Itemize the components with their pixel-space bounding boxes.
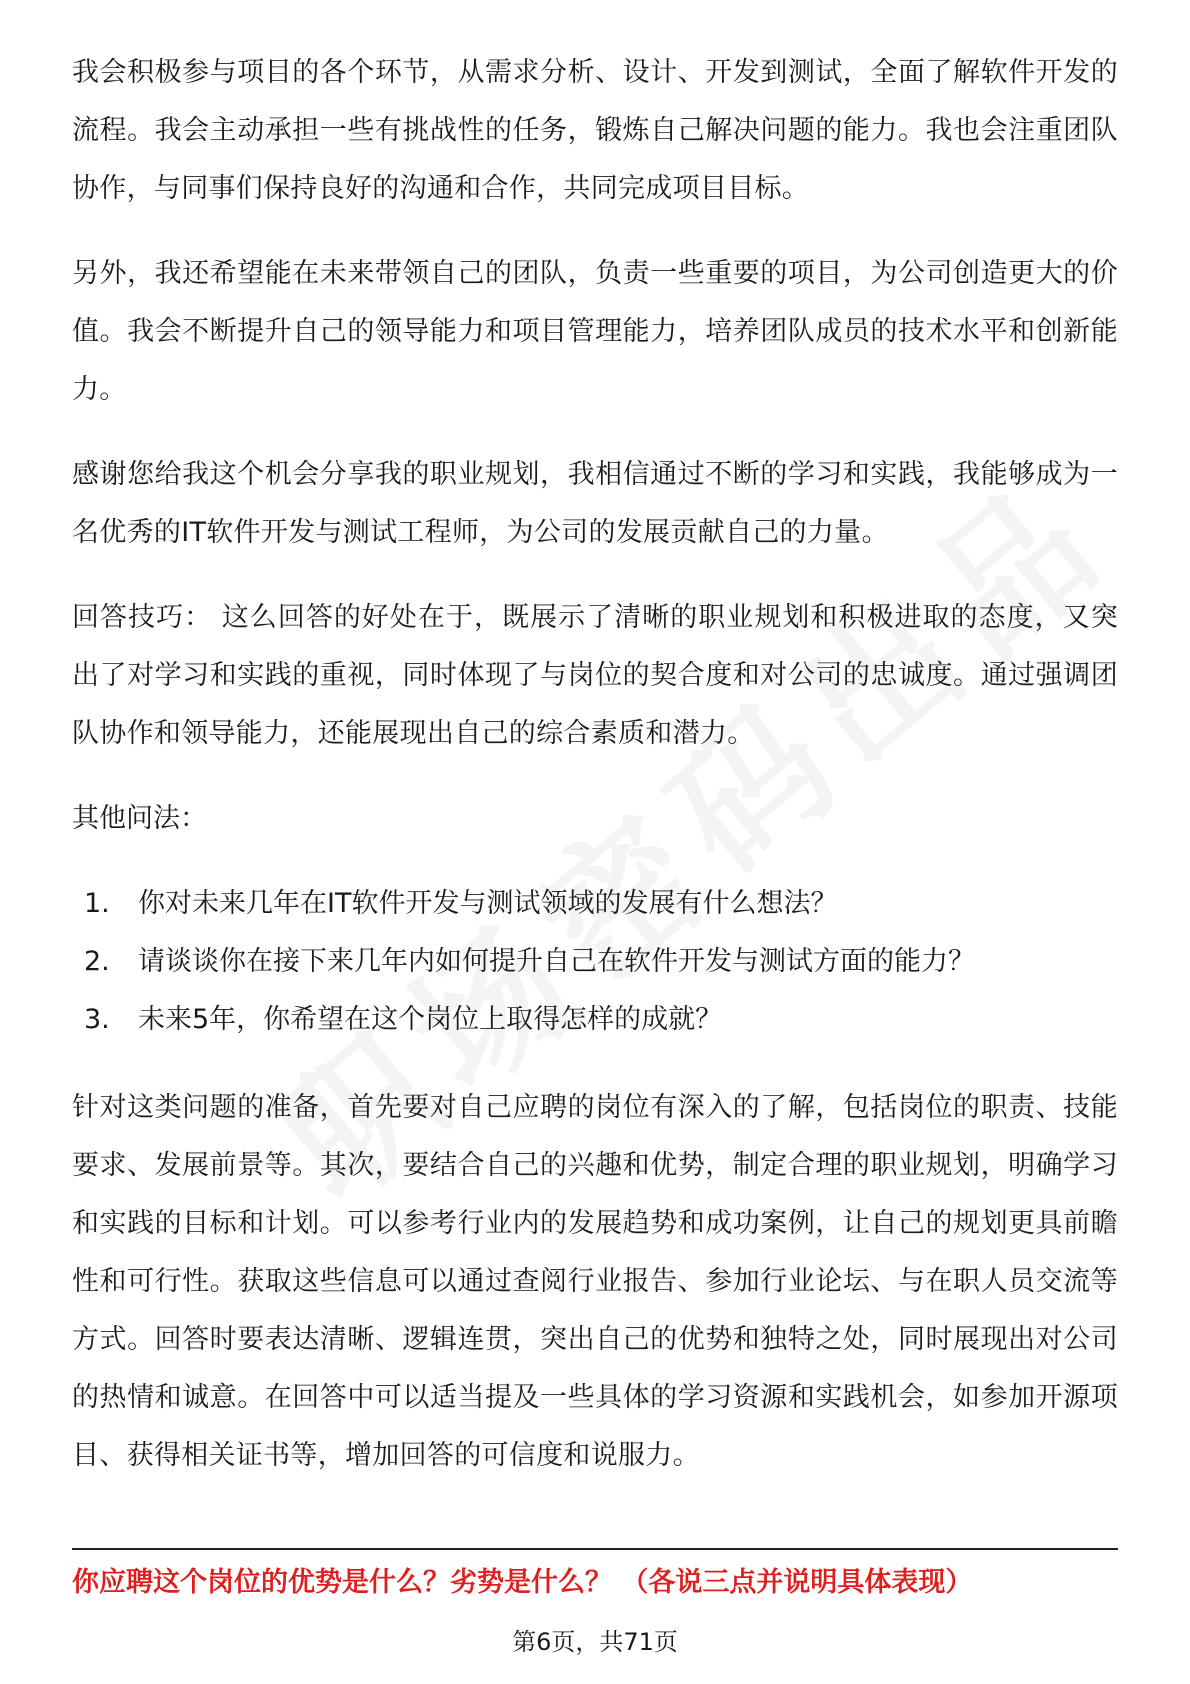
next-question-heading: 你应聘这个岗位的优势是什么？劣势是什么？ （各说三点并说明具体表现） <box>72 1567 973 1598</box>
document-body <box>72 44 1118 1512</box>
list-item-text: 你对未来几年在IT软件开发与测试领域的发展有什么想法？ <box>138 888 838 919</box>
list-item-text: 未来5年，你希望在这个岗位上取得怎样的成就？ <box>138 1004 723 1035</box>
list-item-number: 3. <box>84 1004 110 1035</box>
list-item-number: 1. <box>84 888 110 919</box>
list-item <box>72 875 1118 933</box>
page-number: 第6页，共71页 <box>512 1628 678 1656</box>
list-item <box>72 991 1118 1049</box>
section-divider <box>72 1548 1118 1550</box>
paragraph-thanks: 感谢您给我这个机会分享我的职业规划，我相信通过不断的学习和实践，我能够成为一名优秀的IT软件开发与测试工程师，为公司的发展贡献自己的力量。 <box>72 459 1118 548</box>
other-questions-list <box>72 875 1118 1049</box>
paragraph-team-leadership: 另外，我还希望能在未来带领自己的团队，负责一些重要的项目，为公司创造更大的价值。我会不断提升自己的领导能力和项目管理能力，培养团队成员的技术水平和创新能力。 <box>72 258 1118 405</box>
paragraph-answer-tips: 回答技巧： 这么回答的好处在于，既展示了清晰的职业规划和积极进取的态度，又突出了对学习和实践的重视，同时体现了与岗位的契合度和对公司的忠诚度。通过强调团队协作和领导能力，还能展现出自己的综合素质和潜力。 <box>72 602 1118 749</box>
other-questions-heading: 其他问法： <box>72 803 207 834</box>
paragraph-preparation: 针对这类问题的准备，首先要对自己应聘的岗位有深入的了解，包括岗位的职责、技能要求、发展前景等。其次，要结合自己的兴趣和优势，制定合理的职业规划，明确学习和实践的目标和计划。可以参考行业内的发展趋势和成功案例，让自己的规划更具前瞻性和可行性。获取这些信息可以通过查阅行业报告、参加行业论坛、与在职人员交流等方式。回答时要表达清晰、逻辑连贯，突出自己的优势和独特之处，同时展现出对公司的热情和诚意。在回答中可以适当提及一些具体的学习资源和实践机会，如参加开源项目、获得相关证书等，增加回答的可信度和说服力。 <box>72 1092 1118 1471</box>
list-item-number: 2. <box>84 946 110 977</box>
list-item <box>72 933 1118 991</box>
paragraph-project-participation: 我会积极参与项目的各个环节，从需求分析、设计、开发到测试，全面了解软件开发的流程。我会主动承担一些有挑战性的任务，锻炼自己解决问题的能力。我也会注重团队协作，与同事们保持良好的沟通和合作，共同完成项目目标。 <box>72 57 1118 204</box>
list-item-text: 请谈谈你在接下来几年内如何提升自己在软件开发与测试方面的能力？ <box>138 946 975 977</box>
